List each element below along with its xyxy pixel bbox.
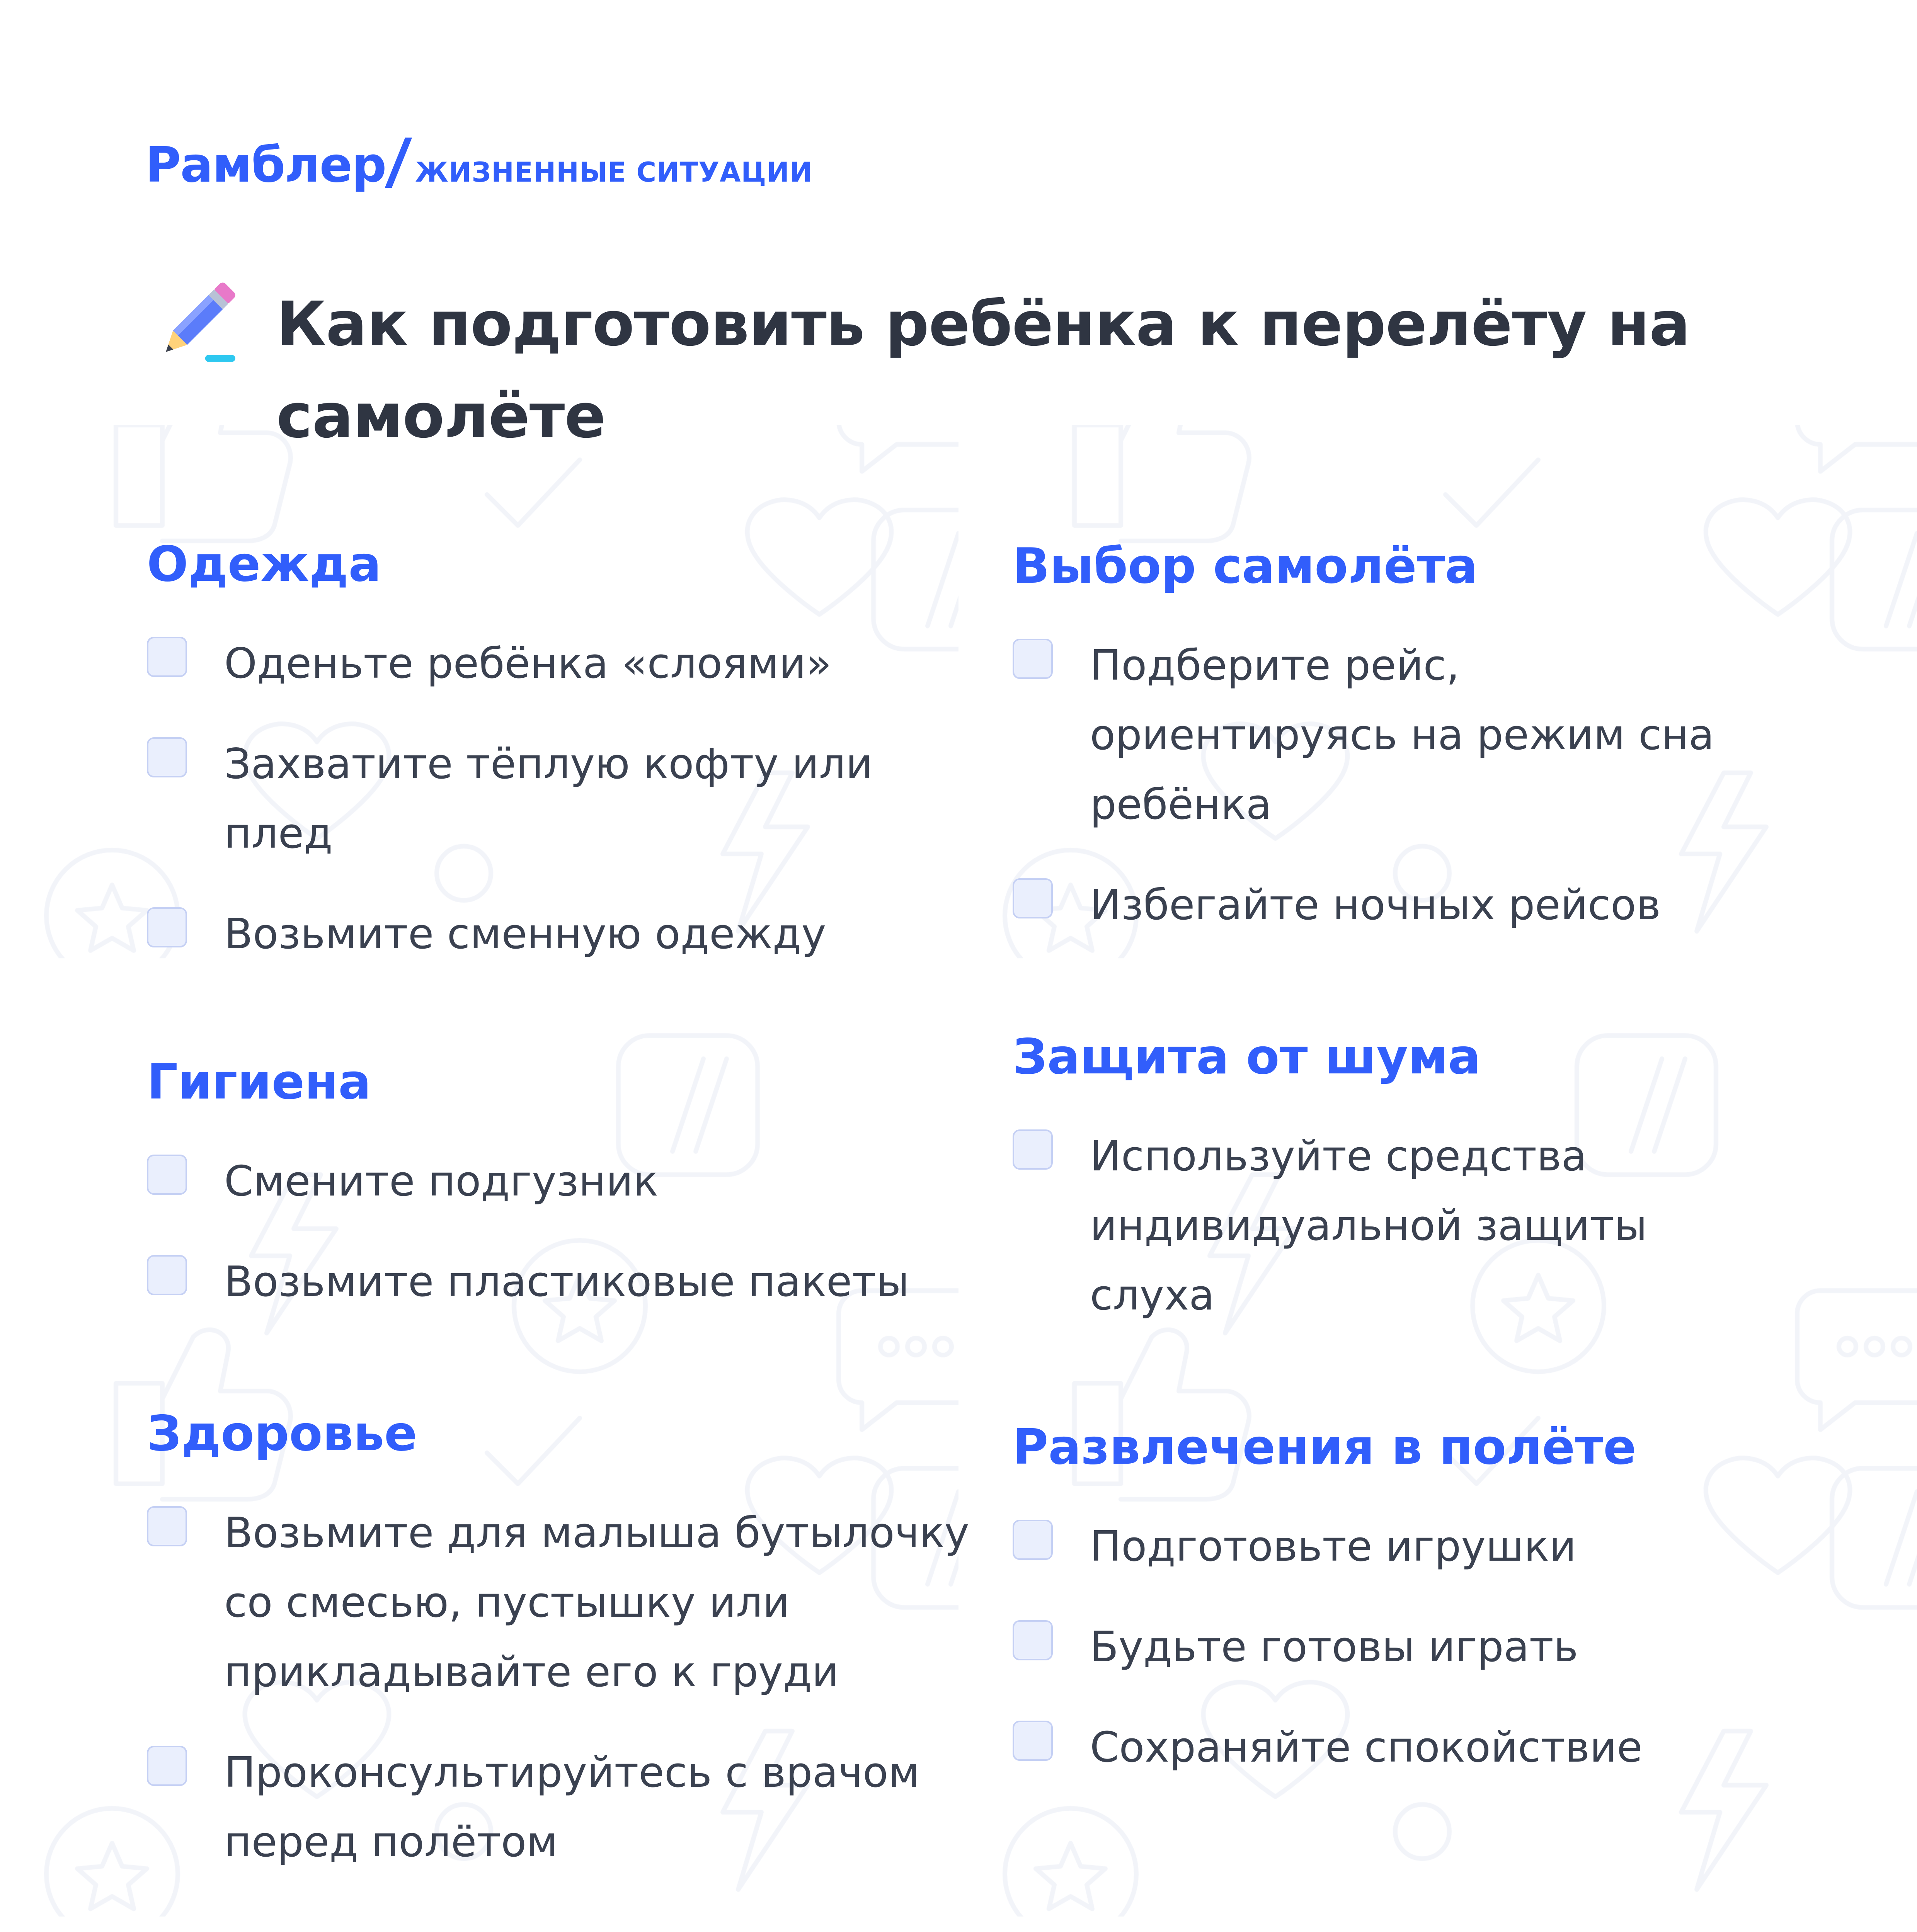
checklist-item bbox=[147, 1503, 989, 1712]
checkbox[interactable] bbox=[147, 1255, 187, 1295]
logo-slash bbox=[385, 138, 412, 188]
checkbox[interactable] bbox=[1013, 1520, 1053, 1560]
section-health bbox=[147, 1403, 989, 1913]
checklist bbox=[147, 634, 989, 974]
section-heading: Одежда bbox=[147, 536, 381, 592]
checkbox[interactable] bbox=[147, 1155, 187, 1195]
checklist bbox=[1013, 1517, 1728, 1787]
section-heading: Выбор самолёта bbox=[1013, 537, 1478, 594]
checklist-item bbox=[147, 1743, 989, 1882]
checklist-item bbox=[147, 734, 989, 873]
checkbox[interactable] bbox=[147, 1746, 187, 1786]
section-heading: Развлечения в полёте bbox=[1013, 1418, 1636, 1475]
checklist-item-text: Возьмите пластиковые пакеты bbox=[224, 1258, 909, 1306]
checklist bbox=[1013, 1126, 1728, 1335]
checklist-item bbox=[147, 1151, 989, 1221]
checkbox[interactable] bbox=[147, 907, 187, 947]
checkbox[interactable] bbox=[147, 737, 187, 777]
pencil-icon bbox=[147, 270, 247, 371]
checklist-item-text: Оденьте ребёнка «слоями» bbox=[224, 639, 832, 688]
section-clothing bbox=[147, 533, 989, 1005]
checklist-item-text: Захватите тёплую кофту или плед bbox=[224, 740, 873, 858]
section-heading: Защита от шума bbox=[1013, 1028, 1481, 1085]
checklist-item-text: Сохраняйте спокойствие bbox=[1090, 1723, 1643, 1772]
checklist-item-text: Используйте средства индивидуальной защиты слуха bbox=[1090, 1132, 1647, 1320]
checklist-item bbox=[1013, 1517, 1728, 1586]
logo-subtitle: ЖИЗНЕННЫЕ СИТУАЦИИ bbox=[415, 156, 813, 188]
checklist bbox=[147, 1151, 989, 1321]
checklist-item bbox=[147, 904, 989, 974]
page-title: Как подготовить ребёнка к перелёту на самолёте bbox=[276, 289, 1690, 452]
checklist bbox=[147, 1503, 989, 1882]
logo-brand: Рамблер bbox=[145, 136, 386, 193]
checklist-item bbox=[1013, 1126, 1728, 1335]
checkbox[interactable] bbox=[1013, 878, 1053, 918]
section-hygiene bbox=[147, 1051, 989, 1352]
checklist-item-text: Избегайте ночных рейсов bbox=[1090, 881, 1661, 929]
checklist-item-text: Подготовьте игрушки bbox=[1090, 1522, 1577, 1571]
checklist-item-text: Будьте готовы играть bbox=[1090, 1623, 1578, 1671]
rambler-logo bbox=[145, 131, 813, 193]
checklist-item-text: Проконсультируйтесь с врачом перед полётом bbox=[224, 1748, 920, 1866]
checklist-item bbox=[1013, 1718, 1728, 1787]
checkbox[interactable] bbox=[147, 1506, 187, 1546]
section-plane-choice bbox=[1013, 535, 1728, 976]
checklist-item-text: Смените подгузник bbox=[224, 1157, 659, 1206]
checklist-item bbox=[147, 634, 989, 703]
checklist-item-text: Возьмите для малыша бутылочку со смесью, пустышку или прикладывайте его к груди bbox=[224, 1509, 969, 1696]
section-heading: Гигиена bbox=[147, 1053, 371, 1110]
checkbox[interactable] bbox=[1013, 1620, 1053, 1660]
checklist-item-text: Подберите рейс, ориентируясь на режим сна ребёнка bbox=[1090, 641, 1714, 829]
checkbox[interactable] bbox=[1013, 639, 1053, 679]
checkbox[interactable] bbox=[147, 637, 187, 677]
checklist bbox=[1013, 636, 1728, 945]
checkbox[interactable] bbox=[1013, 1129, 1053, 1170]
checklist-item bbox=[1013, 1617, 1728, 1687]
section-heading: Здоровье bbox=[147, 1405, 417, 1462]
checklist-item bbox=[1013, 875, 1728, 945]
checklist-item-text: Возьмите сменную одежду bbox=[224, 910, 826, 958]
checkbox[interactable] bbox=[1013, 1721, 1053, 1761]
checklist-item bbox=[1013, 636, 1728, 844]
section-entertainment bbox=[1013, 1416, 1728, 1818]
checklist-item bbox=[147, 1252, 989, 1321]
section-noise bbox=[1013, 1026, 1728, 1366]
